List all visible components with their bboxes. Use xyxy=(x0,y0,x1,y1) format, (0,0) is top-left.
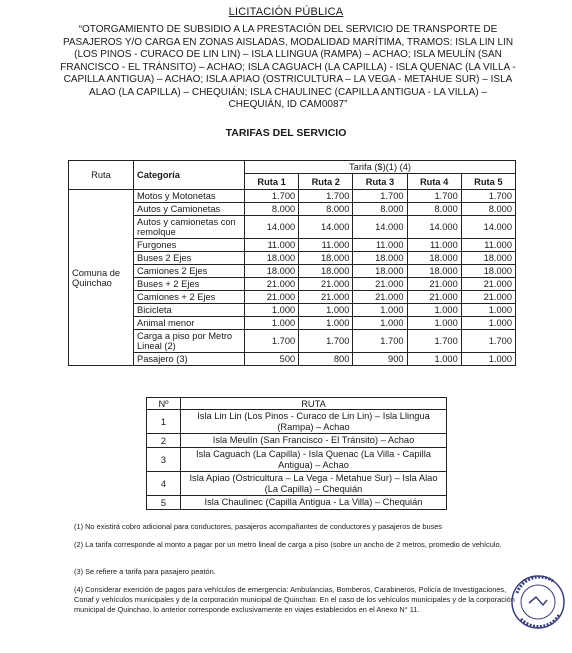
table-row xyxy=(69,239,516,252)
category-cell: Buses + 2 Ejes xyxy=(134,278,245,291)
official-seal-icon xyxy=(509,573,567,631)
category-cell: Furgones xyxy=(134,239,245,252)
tarifa-cell: 1.700 xyxy=(461,330,515,353)
tarifa-cell: 1.000 xyxy=(245,317,299,330)
col-header-ruta-2: Ruta 2 xyxy=(299,174,353,190)
col-header-categoria: Categoría xyxy=(134,161,245,190)
tarifa-cell: 18.000 xyxy=(299,252,353,265)
tarifa-cell: 18.000 xyxy=(245,265,299,278)
route-number: 5 xyxy=(147,496,181,510)
tarifa-cell: 21.000 xyxy=(245,278,299,291)
col-header-ruta-desc: RUTA xyxy=(181,398,447,410)
tarifa-cell: 18.000 xyxy=(407,265,461,278)
tarifa-cell: 1.700 xyxy=(245,330,299,353)
tarifa-cell: 1.000 xyxy=(407,317,461,330)
tarifa-cell: 1.000 xyxy=(461,317,515,330)
col-header-ruta-4: Ruta 4 xyxy=(407,174,461,190)
tarifa-cell: 21.000 xyxy=(245,291,299,304)
category-cell: Autos y camionetas con remolque xyxy=(134,216,245,239)
rutas-body xyxy=(147,410,447,510)
route-number: 3 xyxy=(147,448,181,472)
tarifa-cell: 21.000 xyxy=(461,291,515,304)
tarifa-cell: 1.000 xyxy=(407,304,461,317)
category-cell: Carga a piso por Metro Lineal (2) xyxy=(134,330,245,353)
tarifa-cell: 1.000 xyxy=(461,353,515,366)
route-description: Isla Meulín (San Francisco - El Tránsito) – Achao xyxy=(181,434,447,448)
tarifa-cell: 18.000 xyxy=(461,265,515,278)
tarifa-cell: 14.000 xyxy=(407,216,461,239)
table-row xyxy=(69,265,516,278)
tarifa-cell: 8.000 xyxy=(245,203,299,216)
tarifa-cell: 21.000 xyxy=(407,278,461,291)
tarifa-cell: 1.700 xyxy=(353,190,407,203)
table-row xyxy=(147,434,447,448)
table-row xyxy=(147,410,447,434)
table-row xyxy=(147,448,447,472)
tarifa-cell: 8.000 xyxy=(461,203,515,216)
tarifa-cell: 1.700 xyxy=(353,330,407,353)
footnote-3: (3) Se refiere a tarifa para pasajero peatón. xyxy=(74,567,216,576)
col-header-tarifa: Tarifa ($)(1) (4) xyxy=(245,161,516,174)
table-row xyxy=(69,203,516,216)
tarifa-cell: 1.000 xyxy=(245,304,299,317)
tarifa-cell: 1.700 xyxy=(299,330,353,353)
category-cell: Buses 2 Ejes xyxy=(134,252,245,265)
route-number: 1 xyxy=(147,410,181,434)
tarifa-cell: 21.000 xyxy=(299,291,353,304)
tarifa-cell: 18.000 xyxy=(353,265,407,278)
tarifa-cell: 1.700 xyxy=(461,190,515,203)
footnote-1: (1) No existirá cobro adicional para conductores, pasajeros acompañantes de conductores y pasajeros de buses xyxy=(74,522,443,531)
tarifa-cell: 1.000 xyxy=(299,304,353,317)
tarifa-cell: 1.000 xyxy=(407,353,461,366)
tarifa-cell: 11.000 xyxy=(461,239,515,252)
tarifa-cell: 21.000 xyxy=(407,291,461,304)
tarifa-cell: 14.000 xyxy=(299,216,353,239)
table-row xyxy=(69,353,516,366)
tarifa-cell: 14.000 xyxy=(245,216,299,239)
category-cell: Bicicleta xyxy=(134,304,245,317)
tarifa-cell: 21.000 xyxy=(353,278,407,291)
tarifa-cell: 11.000 xyxy=(245,239,299,252)
tarifa-cell: 18.000 xyxy=(245,252,299,265)
table-row xyxy=(69,317,516,330)
tarifa-cell: 1.000 xyxy=(353,304,407,317)
tarifa-cell: 1.700 xyxy=(299,190,353,203)
tarifas-body xyxy=(69,190,516,366)
rutas-table xyxy=(146,397,447,510)
tarifa-cell: 8.000 xyxy=(299,203,353,216)
col-header-ruta: Ruta xyxy=(69,161,134,190)
footnote-4: (4) Considerar exención de pagos para vehículos de emergencia: Ambulancias, Bomberos, Carabineros, Policía de Investigaciones, Conaf y vehículos municipales y de la corporación municipal de Quinchao. En el caso de los vehículos municipales y de la corporación municipal de Quinchao, lo anterior corresponde exclusivamente en viajes establecidos en el Anexo N° 11. xyxy=(74,585,515,614)
route-description: Isla Lin Lin (Los Pinos - Curaco de Lin Lin) – Isla Llingua (Rampa) – Achao xyxy=(181,410,447,434)
tarifa-cell: 1.000 xyxy=(299,317,353,330)
tarifa-cell: 14.000 xyxy=(461,216,515,239)
table-row xyxy=(69,216,516,239)
tarifa-cell: 1.700 xyxy=(245,190,299,203)
document-subtitle: “OTORGAMIENTO DE SUBSIDIO A LA PRESTACIÓN DEL SERVICIO DE TRANSPORTE DE PASAJEROS Y/O CARGA EN ZONAS AISLADAS, MODALIDAD MARÍTIMA, TRAMOS: ISLA LIN LIN (LOS PINOS - CURACO DE LIN LIN) – ISLA LLINGUA (RAMPA) – ACHAO; ISLA MEULÍN (SAN FRANCISCO - EL TRÁNSITO) – ACHAO; ISLA CAGUACH (LA CAPILLA) - ISLA QUENAC (LA VILLA - CAPILLA ANTIGUA) – ACHAO; ISLA APIAO (OSTRICULTURA – LA VEGA - METAHUE SUR) – ISLA ALAO (LA CAPILLA) – CHEQUIÁN; ISLA CHAULINEC (CAPILLA ANTIGUA - LA VILLA) – CHEQUIÁN, ID CAM0087” xyxy=(60,24,516,110)
route-description: Isla Chaulinec (Capilla Antigua - La Villa) – Chequián xyxy=(181,496,447,510)
route-number: 4 xyxy=(147,472,181,496)
document-title: LICITACIÓN PÚBLICA xyxy=(228,6,344,18)
table-row xyxy=(147,472,447,496)
tarifa-cell: 1.700 xyxy=(407,330,461,353)
tarifa-cell: 18.000 xyxy=(353,252,407,265)
group-label: Comuna de Quinchao xyxy=(69,190,134,366)
col-header-ruta-3: Ruta 3 xyxy=(353,174,407,190)
tarifa-cell: 1.000 xyxy=(461,304,515,317)
table-row xyxy=(69,330,516,353)
tarifa-cell: 900 xyxy=(353,353,407,366)
tarifa-cell: 11.000 xyxy=(353,239,407,252)
tarifa-cell: 500 xyxy=(245,353,299,366)
table-row xyxy=(69,252,516,265)
tarifa-cell: 8.000 xyxy=(407,203,461,216)
table-row xyxy=(69,278,516,291)
route-description: Isla Apiao (Ostricultura – La Vega - Metahue Sur) – Isla Alao (La Capilla) – Chequián xyxy=(181,472,447,496)
tarifa-cell: 21.000 xyxy=(461,278,515,291)
category-cell: Motos y Motonetas xyxy=(134,190,245,203)
table-row xyxy=(147,496,447,510)
tarifa-cell: 14.000 xyxy=(353,216,407,239)
tarifa-cell: 11.000 xyxy=(299,239,353,252)
col-header-ruta-1: Ruta 1 xyxy=(245,174,299,190)
route-number: 2 xyxy=(147,434,181,448)
category-cell: Animal menor xyxy=(134,317,245,330)
tarifa-cell: 11.000 xyxy=(407,239,461,252)
table-row xyxy=(69,291,516,304)
table-row xyxy=(69,304,516,317)
tarifa-cell: 21.000 xyxy=(299,278,353,291)
tarifa-cell: 1.700 xyxy=(407,190,461,203)
table-row xyxy=(69,190,516,203)
tarifa-cell: 1.000 xyxy=(353,317,407,330)
col-header-numero: Nº xyxy=(147,398,181,410)
category-cell: Camiones + 2 Ejes xyxy=(134,291,245,304)
col-header-ruta-5: Ruta 5 xyxy=(461,174,515,190)
tarifa-cell: 21.000 xyxy=(353,291,407,304)
tarifa-cell: 8.000 xyxy=(353,203,407,216)
category-cell: Pasajero (3) xyxy=(134,353,245,366)
tarifas-table xyxy=(68,160,516,366)
section-title: TARIFAS DEL SERVICIO xyxy=(225,127,347,139)
tarifa-cell: 18.000 xyxy=(407,252,461,265)
tarifa-cell: 800 xyxy=(299,353,353,366)
tarifa-cell: 18.000 xyxy=(299,265,353,278)
category-cell: Camiones 2 Ejes xyxy=(134,265,245,278)
tarifa-cell: 18.000 xyxy=(461,252,515,265)
footnote-2: (2) La tarifa corresponde al monto a pagar por un metro lineal de carga a piso (sobre un ancho de 2 metros, promedio de vehículo. xyxy=(74,540,502,549)
route-description: Isla Caguach (La Capilla) - Isla Quenac (La Villa - Capilla Antigua) – Achao xyxy=(181,448,447,472)
category-cell: Autos y Camionetas xyxy=(134,203,245,216)
